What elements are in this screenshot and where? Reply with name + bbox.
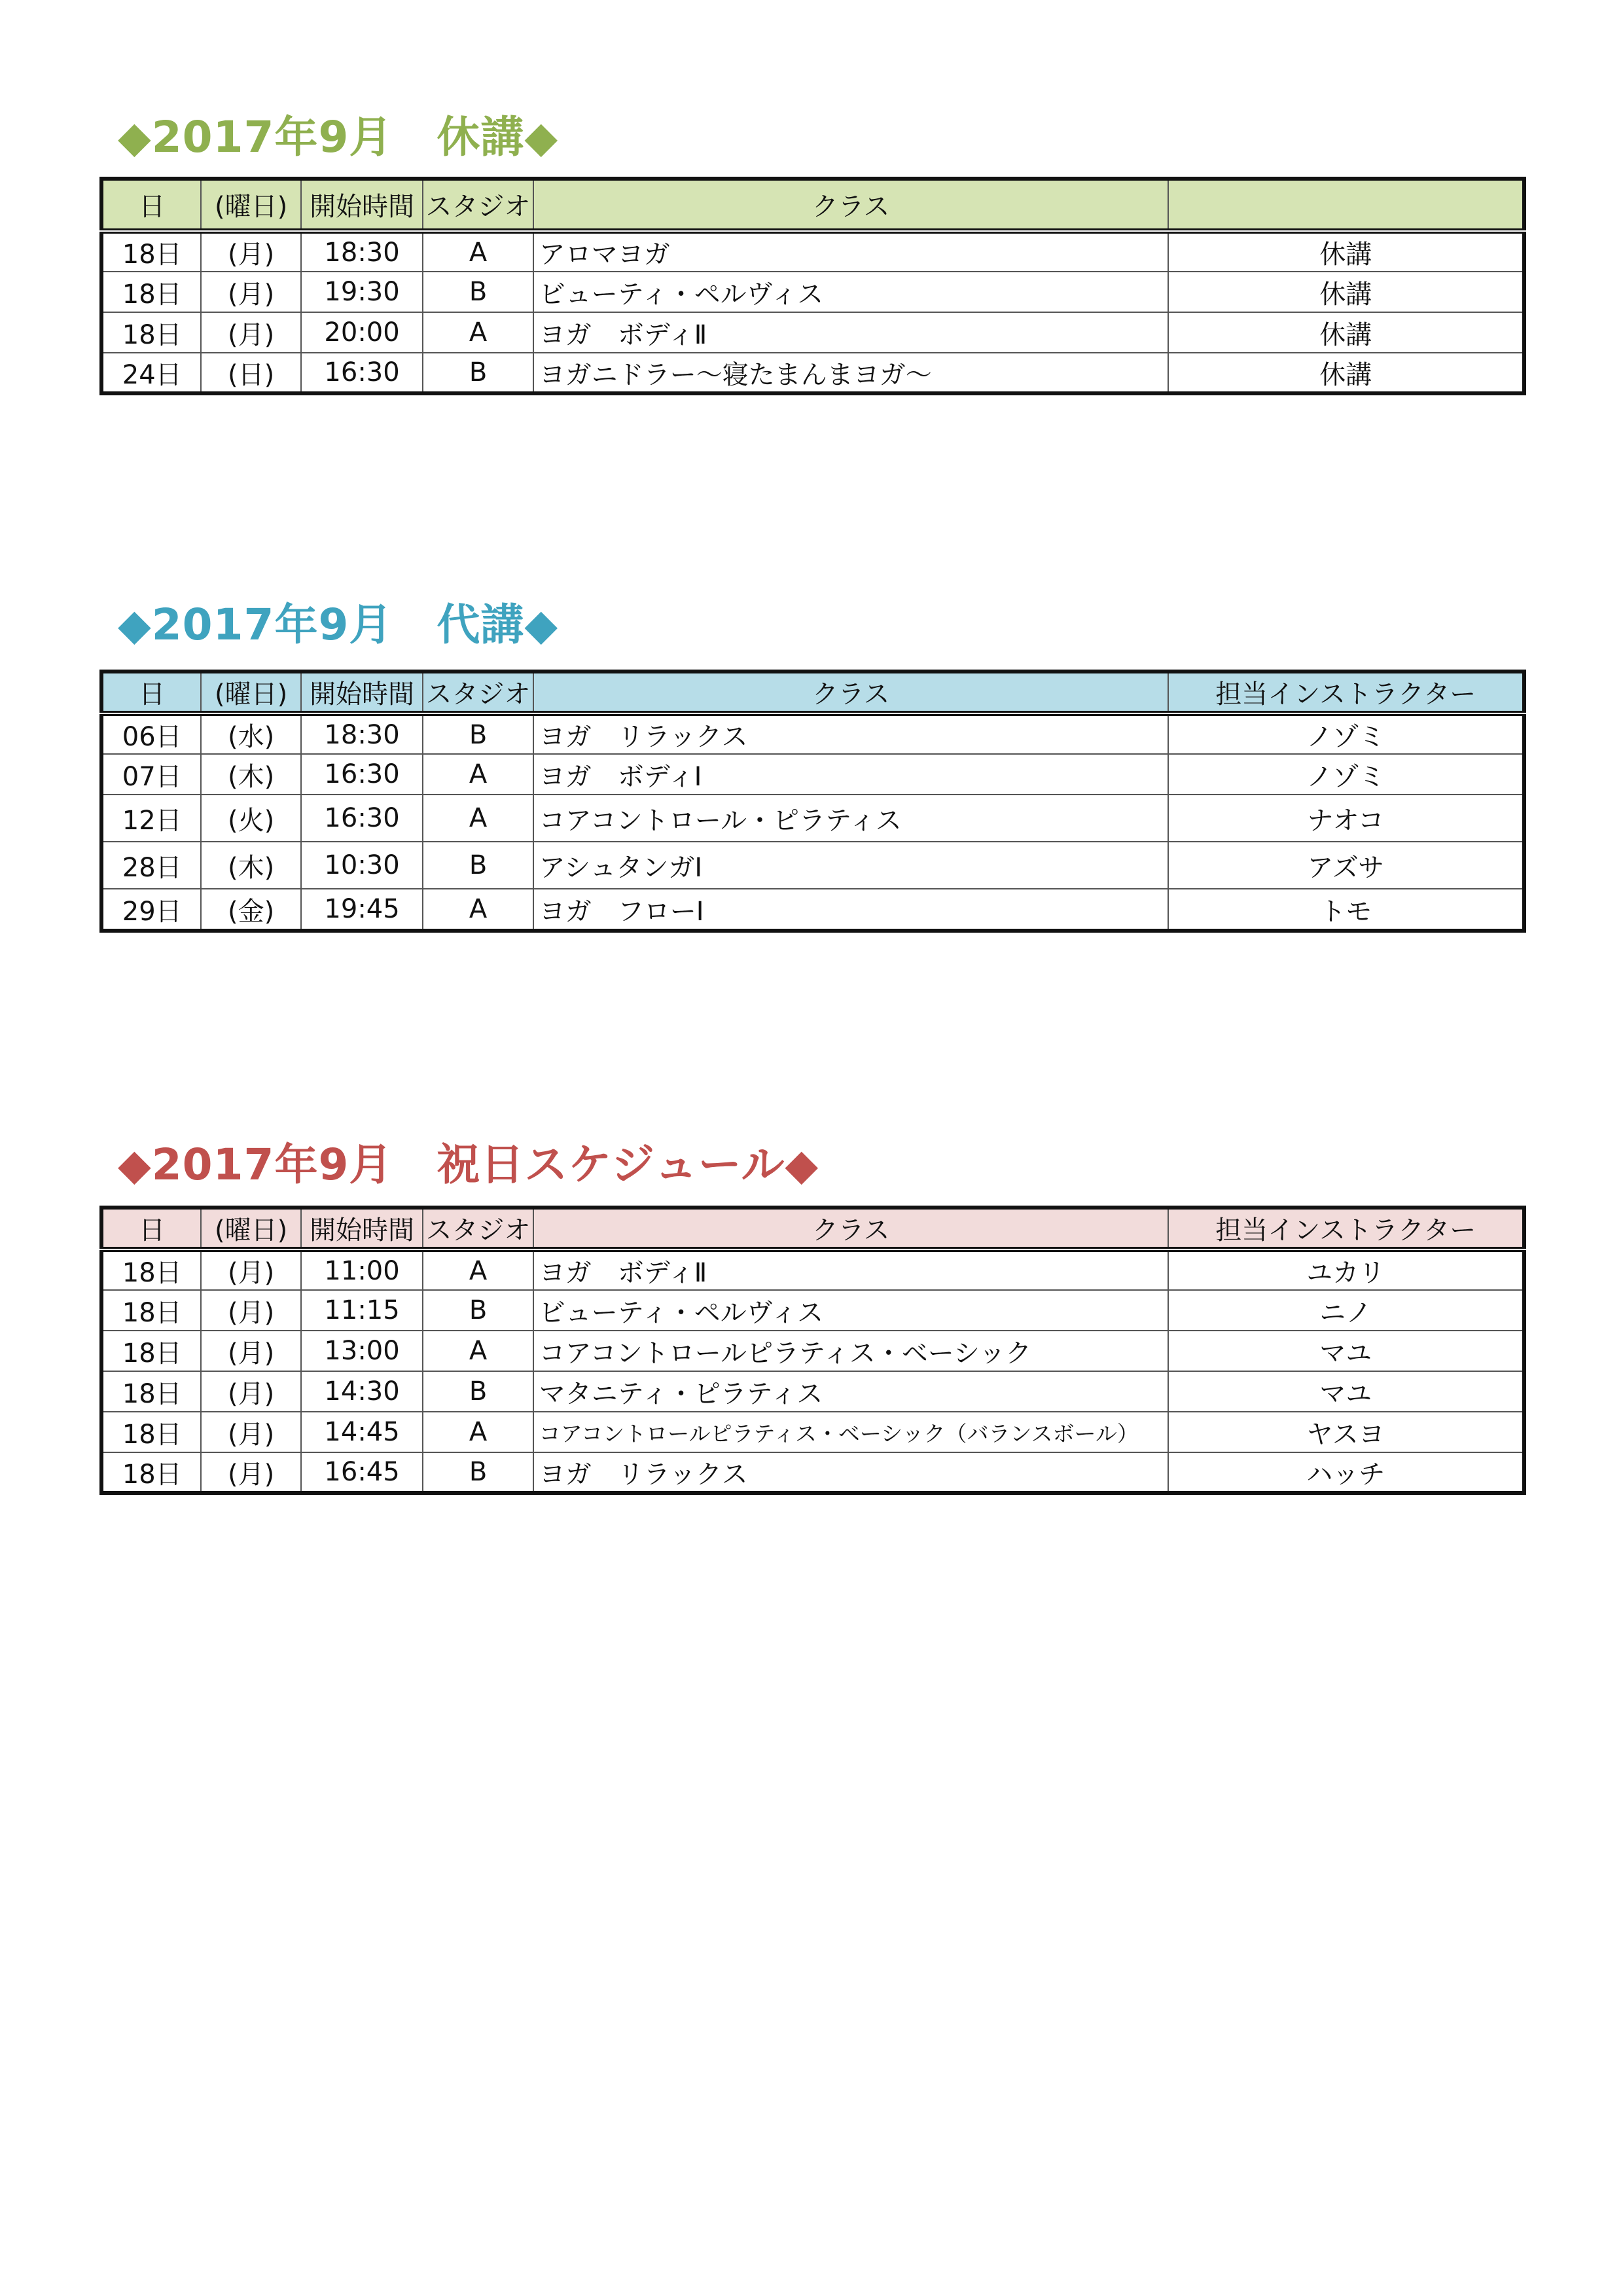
cell-day: 12日 (101, 795, 201, 842)
cell-day: 07日 (101, 754, 201, 795)
table-row (101, 353, 1524, 393)
cell-note: 休講 (1168, 353, 1524, 393)
header-class: クラス (533, 672, 1169, 713)
cell-note: 休講 (1168, 312, 1524, 353)
table-row (101, 1249, 1524, 1290)
cell-day: 18日 (101, 1249, 201, 1290)
cell-weekday: (月) (201, 1290, 300, 1331)
table-row (101, 1452, 1524, 1493)
header-start-time: 開始時間 (301, 179, 423, 231)
cell-weekday: (火) (201, 795, 300, 842)
cell-studio: B (423, 353, 533, 393)
cell-instructor: トモ (1168, 889, 1524, 931)
header-instructor: 担当インストラクター (1168, 672, 1524, 713)
cell-time: 16:45 (301, 1452, 423, 1493)
table-row (101, 231, 1524, 272)
cell-weekday: (月) (201, 272, 300, 312)
cell-day: 28日 (101, 842, 201, 889)
cell-time: 19:30 (301, 272, 423, 312)
cell-time: 14:30 (301, 1371, 423, 1412)
cell-class: コアコントロールピラティス・ベーシック (533, 1331, 1169, 1371)
table-row (101, 713, 1524, 754)
cell-class: ビューティ・ペルヴィス (533, 272, 1169, 312)
cell-instructor: ユカリ (1168, 1249, 1524, 1290)
cell-time: 18:30 (301, 231, 423, 272)
cell-studio: B (423, 1290, 533, 1331)
cell-class: ヨガ ボディⅡ (533, 312, 1169, 353)
cell-time: 20:00 (301, 312, 423, 353)
header-class: クラス (533, 179, 1169, 231)
cell-studio: A (423, 1412, 533, 1452)
table-row (101, 795, 1524, 842)
cell-weekday: (金) (201, 889, 300, 931)
cell-time: 18:30 (301, 713, 423, 754)
cell-studio: A (423, 231, 533, 272)
cell-instructor: マユ (1168, 1371, 1524, 1412)
cell-weekday: (月) (201, 1412, 300, 1452)
header-studio: スタジオ (423, 672, 533, 713)
cell-time: 16:30 (301, 754, 423, 795)
holiday-schedule-table (99, 1206, 1526, 1495)
cell-day: 18日 (101, 1290, 201, 1331)
header-day: 日 (101, 1208, 201, 1249)
cell-studio: A (423, 889, 533, 931)
table-row (101, 889, 1524, 931)
cell-studio: B (423, 1452, 533, 1493)
cell-day: 24日 (101, 353, 201, 393)
cell-class: マタニティ・ピラティス (533, 1371, 1169, 1412)
table-row (101, 754, 1524, 795)
cell-studio: A (423, 754, 533, 795)
cell-weekday: (月) (201, 1331, 300, 1371)
table-row (101, 1371, 1524, 1412)
header-studio: スタジオ (423, 179, 533, 231)
table-header-row (101, 179, 1524, 231)
cell-class: ヨガ ボディⅠ (533, 754, 1169, 795)
cell-studio: B (423, 1371, 533, 1412)
cell-class: ヨガ フローⅠ (533, 889, 1169, 931)
cell-studio: A (423, 1249, 533, 1290)
cell-instructor: ナオコ (1168, 795, 1524, 842)
header-weekday: (曜日) (201, 1208, 300, 1249)
table-row (101, 1290, 1524, 1331)
cell-class: ヨガニドラー～寝たまんまヨガ～ (533, 353, 1169, 393)
table-header-row (101, 1208, 1524, 1249)
cell-day: 18日 (101, 312, 201, 353)
cell-weekday: (月) (201, 312, 300, 353)
cancellation-table (99, 177, 1526, 395)
cell-class: アシュタンガⅠ (533, 842, 1169, 889)
cell-class: ビューティ・ペルヴィス (533, 1290, 1169, 1331)
header-start-time: 開始時間 (301, 672, 423, 713)
header-start-time: 開始時間 (301, 1208, 423, 1249)
cell-instructor: ヤスヨ (1168, 1412, 1524, 1452)
cell-time: 13:00 (301, 1331, 423, 1371)
cell-weekday: (日) (201, 353, 300, 393)
header-blank (1168, 179, 1524, 231)
header-studio: スタジオ (423, 1208, 533, 1249)
cell-day: 18日 (101, 1412, 201, 1452)
cell-studio: B (423, 842, 533, 889)
cell-weekday: (月) (201, 1452, 300, 1493)
cell-time: 11:00 (301, 1249, 423, 1290)
table-row (101, 1331, 1524, 1371)
table-row (101, 272, 1524, 312)
header-weekday: (曜日) (201, 672, 300, 713)
cell-weekday: (木) (201, 754, 300, 795)
cell-time: 16:30 (301, 795, 423, 842)
cell-class: コアコントロール・ピラティス (533, 795, 1169, 842)
cell-instructor: マユ (1168, 1331, 1524, 1371)
table-header-row (101, 672, 1524, 713)
cell-class: ヨガ リラックス (533, 1452, 1169, 1493)
substitute-title: ◆2017年9月 代講◆ (118, 600, 559, 650)
cell-day: 29日 (101, 889, 201, 931)
cell-instructor: ニノ (1168, 1290, 1524, 1331)
cell-weekday: (月) (201, 1371, 300, 1412)
substitute-table (99, 670, 1526, 933)
cell-instructor: ハッチ (1168, 1452, 1524, 1493)
cell-instructor: ノゾミ (1168, 754, 1524, 795)
cell-day: 18日 (101, 272, 201, 312)
cell-class: ヨガ ボディⅡ (533, 1249, 1169, 1290)
header-day: 日 (101, 672, 201, 713)
cell-day: 06日 (101, 713, 201, 754)
cell-weekday: (月) (201, 231, 300, 272)
cell-time: 14:45 (301, 1412, 423, 1452)
table-row (101, 312, 1524, 353)
cell-studio: A (423, 312, 533, 353)
cell-studio: A (423, 795, 533, 842)
cell-weekday: (水) (201, 713, 300, 754)
cell-time: 10:30 (301, 842, 423, 889)
cell-weekday: (木) (201, 842, 300, 889)
cell-instructor: ノゾミ (1168, 713, 1524, 754)
cell-studio: A (423, 1331, 533, 1371)
header-instructor: 担当インストラクター (1168, 1208, 1524, 1249)
header-class: クラス (533, 1208, 1169, 1249)
header-weekday: (曜日) (201, 179, 300, 231)
cell-time: 16:30 (301, 353, 423, 393)
cell-day: 18日 (101, 1452, 201, 1493)
cell-day: 18日 (101, 1331, 201, 1371)
cell-instructor: アズサ (1168, 842, 1524, 889)
cell-class: ヨガ リラックス (533, 713, 1169, 754)
header-day: 日 (101, 179, 201, 231)
cell-time: 19:45 (301, 889, 423, 931)
cell-note: 休講 (1168, 272, 1524, 312)
cell-class: コアコントロールピラティス・ベーシック（バランスボール） (533, 1412, 1169, 1452)
table-row (101, 842, 1524, 889)
cell-weekday: (月) (201, 1249, 300, 1290)
cancellation-title: ◆2017年9月 休講◆ (118, 112, 559, 162)
cell-note: 休講 (1168, 231, 1524, 272)
cell-studio: B (423, 713, 533, 754)
cell-day: 18日 (101, 1371, 201, 1412)
cell-time: 11:15 (301, 1290, 423, 1331)
table-row (101, 1412, 1524, 1452)
holiday-schedule-title: ◆2017年9月 祝日スケジュール◆ (118, 1139, 819, 1190)
cell-day: 18日 (101, 231, 201, 272)
cell-class: アロマヨガ (533, 231, 1169, 272)
cell-studio: B (423, 272, 533, 312)
